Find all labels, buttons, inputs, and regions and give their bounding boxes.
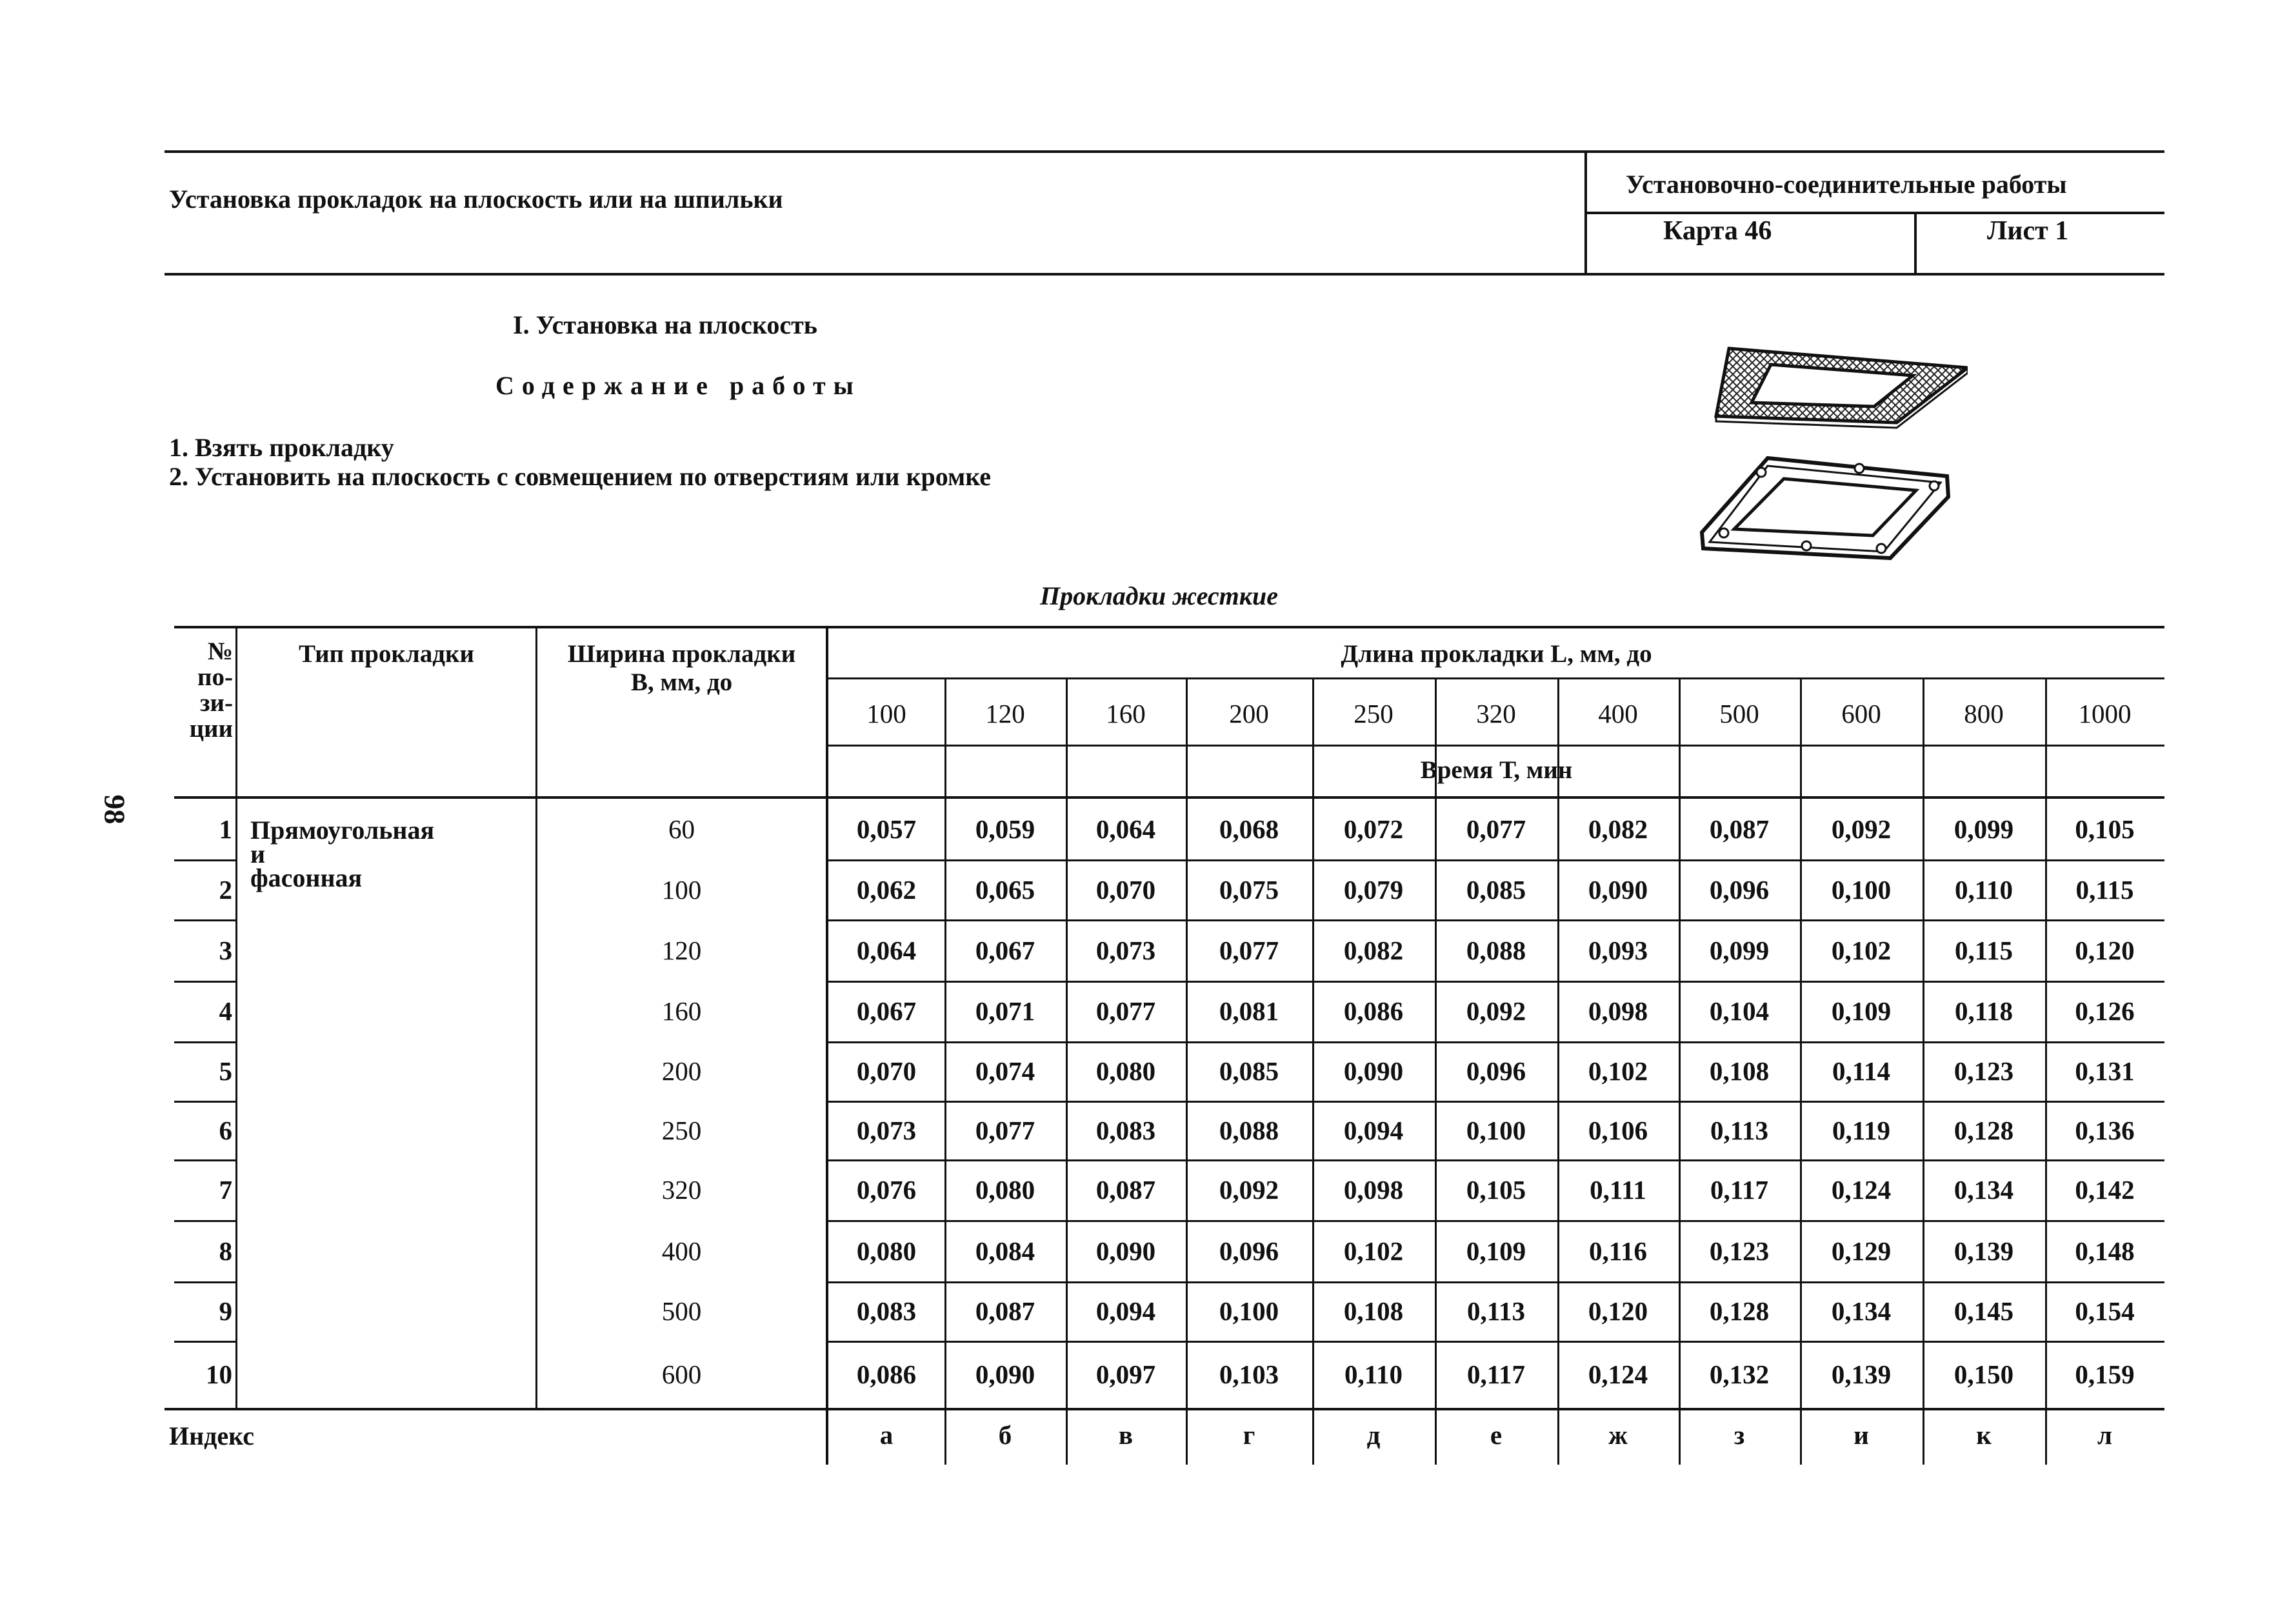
row-line [174, 1101, 235, 1103]
row-line [174, 1281, 235, 1283]
time-value: 0,150 [1953, 1359, 2014, 1389]
time-value: 0,085 [1219, 1056, 1279, 1086]
row-position: 9 [219, 1296, 232, 1326]
time-value: 0,128 [1709, 1296, 1770, 1326]
row-width: 320 [661, 1175, 702, 1205]
time-value: 0,105 [1466, 1175, 1526, 1205]
length-header-rule [826, 677, 2164, 679]
type-header: Тип прокладки [299, 640, 474, 668]
time-value: 0,081 [1219, 996, 1279, 1026]
time-value: 0,088 [1466, 935, 1526, 965]
time-value: 0,064 [856, 935, 917, 965]
index-letter: б [998, 1420, 1012, 1450]
time-value: 0,109 [1831, 996, 1892, 1026]
time-value: 0,126 [2075, 996, 2135, 1026]
time-value: 0,113 [1467, 1296, 1525, 1326]
row-position: 1 [219, 814, 232, 844]
index-letter: з [1733, 1420, 1745, 1450]
row-width: 60 [668, 814, 695, 844]
table-top-rule [174, 626, 2164, 628]
time-value: 0,134 [1831, 1296, 1892, 1326]
time-value: 0,094 [1095, 1296, 1156, 1326]
row-position: 6 [219, 1115, 232, 1145]
row-line [174, 859, 235, 861]
time-value: 0,076 [856, 1175, 917, 1205]
time-value: 0,096 [1709, 874, 1770, 905]
pos-header [174, 639, 235, 742]
time-value: 0,080 [856, 1236, 917, 1266]
row-line [826, 1101, 2164, 1103]
time-value: 0,120 [2075, 935, 2135, 965]
index-label: Индекс [169, 1421, 254, 1450]
row-line [174, 919, 235, 921]
index-letter: а [879, 1420, 894, 1450]
time-value: 0,079 [1343, 874, 1404, 905]
time-value: 0,086 [856, 1359, 917, 1389]
length-label: 200 [1229, 699, 1269, 728]
length-label: 1000 [2078, 699, 2132, 728]
time-value: 0,090 [975, 1359, 1035, 1389]
time-value: 0,090 [1343, 1056, 1404, 1086]
pos-header-line: ции [189, 715, 233, 743]
row-line [174, 981, 235, 983]
step-1: 1. Взять прокладку [169, 433, 394, 462]
time-value: 0,124 [1588, 1359, 1648, 1389]
time-value: 0,082 [1588, 814, 1648, 844]
time-value: 0,068 [1219, 814, 1279, 844]
time-value: 0,123 [1709, 1236, 1770, 1266]
pos-header-line: № [207, 637, 233, 665]
step-2: 2. Установить на плоскость с совмещением по отверстиям или кромке [169, 462, 992, 491]
time-value: 0,108 [1709, 1056, 1770, 1086]
time-value: 0,148 [2075, 1236, 2135, 1266]
time-value: 0,117 [1710, 1175, 1768, 1205]
content-heading: Содержание работы [495, 371, 861, 400]
time-value: 0,096 [1466, 1056, 1526, 1086]
time-value: 0,131 [2075, 1056, 2135, 1086]
table-bottom-rule [165, 1408, 2164, 1410]
gasket-type-line: и [250, 839, 266, 868]
width-header [537, 640, 826, 697]
time-value: 0,104 [1709, 996, 1770, 1026]
header-card-divider [1914, 213, 1917, 274]
time-value: 0,109 [1466, 1236, 1526, 1266]
time-value: 0,124 [1831, 1175, 1892, 1205]
width-header-line: Ширина прокладки [567, 640, 796, 668]
index-letter: д [1366, 1420, 1381, 1450]
time-value: 0,099 [1709, 935, 1770, 965]
row-line [826, 1281, 2164, 1283]
header-end-rule [174, 796, 2164, 799]
time-value: 0,142 [2075, 1175, 2135, 1205]
time-value: 0,092 [1219, 1175, 1279, 1205]
index-letter: и [1853, 1420, 1869, 1450]
work-category: Установочно-соединительные работы [1626, 170, 2067, 199]
row-line [826, 1220, 2164, 1222]
sheet-number: Лист 1 [1987, 216, 2069, 246]
row-line [826, 919, 2164, 921]
row-position: 4 [219, 996, 232, 1026]
time-value: 0,102 [1588, 1056, 1648, 1086]
time-value: 0,064 [1095, 814, 1156, 844]
time-value: 0,087 [975, 1296, 1035, 1326]
length-label: 600 [1841, 699, 1881, 728]
time-value: 0,128 [1953, 1115, 2014, 1145]
time-value: 0,136 [2075, 1115, 2135, 1145]
time-value: 0,145 [1953, 1296, 2014, 1326]
time-value: 0,067 [856, 996, 917, 1026]
col-line-pos [235, 626, 237, 1409]
width-header-line: В, мм, до [630, 668, 733, 696]
time-value: 0,073 [856, 1115, 917, 1145]
length-label: 320 [1476, 699, 1516, 728]
time-value: 0,086 [1343, 996, 1404, 1026]
time-value: 0,105 [2075, 814, 2135, 844]
time-value: 0,100 [1831, 874, 1892, 905]
row-width: 600 [661, 1359, 702, 1389]
time-value: 0,108 [1343, 1296, 1404, 1326]
time-value: 0,088 [1219, 1115, 1279, 1145]
time-value: 0,077 [1095, 996, 1156, 1026]
time-value: 0,059 [975, 814, 1035, 844]
gasket-type [250, 816, 434, 892]
time-value: 0,111 [1590, 1175, 1646, 1205]
time-value: 0,118 [1955, 996, 2013, 1026]
time-value: 0,087 [1709, 814, 1770, 844]
row-line [826, 1341, 2164, 1343]
header-mid-rule [1586, 212, 2164, 214]
time-value: 0,115 [1955, 935, 2013, 965]
time-value: 0,102 [1343, 1236, 1404, 1266]
gasket-type-line: фасонная [250, 863, 363, 892]
length-label: 160 [1106, 699, 1146, 728]
lengths-rule [826, 745, 2164, 747]
time-value: 0,132 [1709, 1359, 1770, 1389]
time-value: 0,071 [975, 996, 1035, 1026]
index-letter: л [2097, 1420, 2112, 1450]
time-value: 0,114 [1832, 1056, 1890, 1086]
time-value: 0,100 [1219, 1296, 1279, 1326]
row-position: 7 [219, 1175, 232, 1205]
row-position: 2 [219, 874, 232, 905]
index-letter: в [1118, 1420, 1134, 1450]
index-letter: г [1243, 1420, 1255, 1450]
time-value: 0,065 [975, 874, 1035, 905]
time-value: 0,075 [1219, 874, 1279, 905]
time-value: 0,123 [1953, 1056, 2014, 1086]
length-label: 400 [1598, 699, 1638, 728]
time-value: 0,096 [1219, 1236, 1279, 1266]
time-value: 0,093 [1588, 935, 1648, 965]
time-value: 0,070 [856, 1056, 917, 1086]
index-letter: е [1490, 1420, 1503, 1450]
length-label: 100 [866, 699, 906, 728]
row-line [174, 1159, 235, 1161]
time-value: 0,077 [975, 1115, 1035, 1145]
time-value: 0,116 [1589, 1236, 1647, 1266]
page-title: Установка прокладок на плоскость или на шпильки [169, 185, 783, 214]
time-value: 0,099 [1953, 814, 2014, 844]
time-value: 0,083 [1095, 1115, 1156, 1145]
row-line [826, 1159, 2164, 1161]
time-value: 0,129 [1831, 1236, 1892, 1266]
time-value: 0,120 [1588, 1296, 1648, 1326]
time-value: 0,085 [1466, 874, 1526, 905]
time-value: 0,070 [1095, 874, 1156, 905]
time-value: 0,097 [1095, 1359, 1156, 1389]
time-value: 0,139 [1831, 1359, 1892, 1389]
row-width: 200 [661, 1056, 702, 1086]
time-value: 0,057 [856, 814, 917, 844]
header-bottom-rule [165, 273, 2164, 276]
time-value: 0,073 [1095, 935, 1156, 965]
time-value: 0,074 [975, 1056, 1035, 1086]
time-value: 0,092 [1466, 996, 1526, 1026]
row-width: 160 [661, 996, 702, 1026]
row-position: 5 [219, 1056, 232, 1086]
time-value: 0,090 [1095, 1236, 1156, 1266]
time-value: 0,100 [1466, 1115, 1526, 1145]
time-value: 0,077 [1219, 935, 1279, 965]
time-value: 0,103 [1219, 1359, 1279, 1389]
length-label: 800 [1964, 699, 2004, 728]
time-value: 0,119 [1832, 1115, 1890, 1145]
time-value: 0,154 [2075, 1296, 2135, 1326]
time-value: 0,110 [1344, 1359, 1403, 1389]
page-number: 98 [98, 794, 132, 825]
time-value: 0,082 [1343, 935, 1404, 965]
row-width: 120 [661, 935, 702, 965]
time-value: 0,102 [1831, 935, 1892, 965]
time-value: 0,080 [975, 1175, 1035, 1205]
col-line-width [826, 626, 828, 1465]
row-line [826, 981, 2164, 983]
time-value: 0,106 [1588, 1115, 1648, 1145]
time-value: 0,087 [1095, 1175, 1156, 1205]
gasket-illustration [1690, 336, 1968, 581]
row-width: 100 [661, 874, 702, 905]
time-value: 0,090 [1588, 874, 1648, 905]
time-value: 0,092 [1831, 814, 1892, 844]
index-letter: к [1976, 1420, 1992, 1450]
row-position: 10 [206, 1359, 232, 1389]
time-value: 0,080 [1095, 1056, 1156, 1086]
time-value: 0,117 [1467, 1359, 1525, 1389]
row-line [826, 1041, 2164, 1043]
row-line [174, 1220, 235, 1222]
pos-header-line: зи- [199, 689, 233, 717]
row-line [174, 1041, 235, 1043]
time-value: 0,115 [2075, 874, 2134, 905]
row-position: 8 [219, 1236, 232, 1266]
row-line [826, 859, 2164, 861]
time-value: 0,139 [1953, 1236, 2014, 1266]
time-value: 0,113 [1710, 1115, 1768, 1145]
row-line [174, 1341, 235, 1343]
card-number: Карта 46 [1663, 216, 1772, 246]
index-letter: ж [1608, 1420, 1628, 1450]
gasket-type-line: Прямоугольная [250, 816, 435, 845]
length-label: 500 [1719, 699, 1759, 728]
length-label: 250 [1354, 699, 1394, 728]
row-width: 400 [661, 1236, 702, 1266]
time-value: 0,083 [856, 1296, 917, 1326]
time-header: Время Т, мин [1420, 756, 1573, 784]
length-header: Длина прокладки L, мм, до [1341, 640, 1652, 668]
time-value: 0,072 [1343, 814, 1404, 844]
time-value: 0,062 [856, 874, 917, 905]
pos-header-line: по- [197, 663, 233, 691]
length-label: 120 [985, 699, 1025, 728]
time-value: 0,077 [1466, 814, 1526, 844]
time-value: 0,159 [2075, 1359, 2135, 1389]
time-value: 0,134 [1953, 1175, 2014, 1205]
time-value: 0,067 [975, 935, 1035, 965]
time-value: 0,110 [1955, 874, 2013, 905]
section-title: I. Установка на плоскость [513, 310, 817, 339]
time-value: 0,098 [1343, 1175, 1404, 1205]
row-width: 250 [661, 1115, 702, 1145]
header-top-rule [165, 150, 2164, 153]
row-position: 3 [219, 935, 232, 965]
table-caption: Прокладки жесткие [1040, 581, 1279, 610]
row-width: 500 [661, 1296, 702, 1326]
time-value: 0,084 [975, 1236, 1035, 1266]
time-value: 0,098 [1588, 996, 1648, 1026]
time-value: 0,094 [1343, 1115, 1404, 1145]
